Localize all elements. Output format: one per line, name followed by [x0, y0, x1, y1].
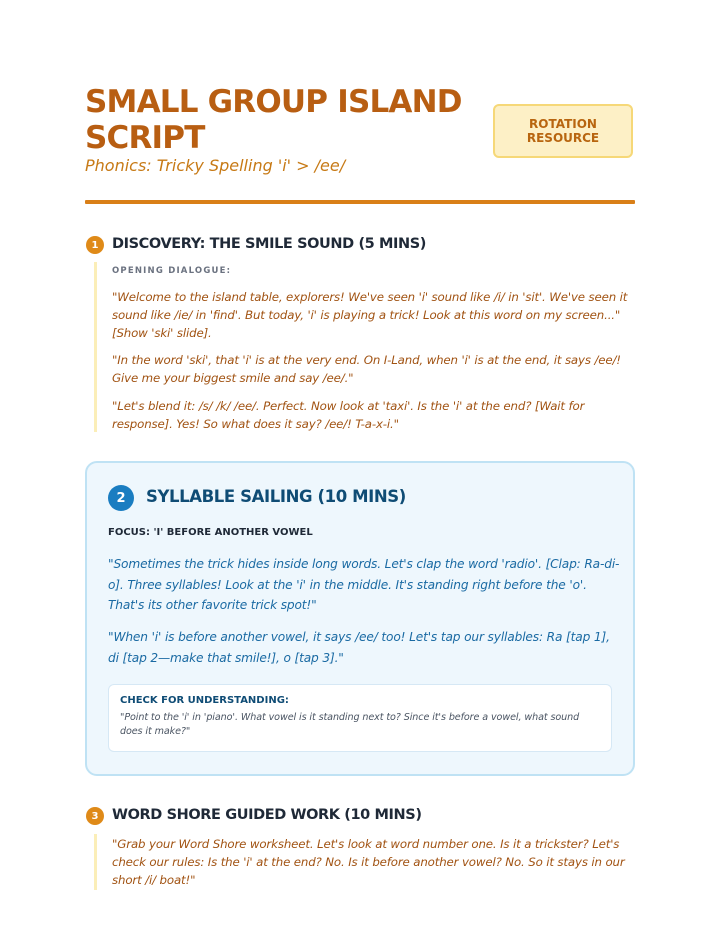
section-1-quote-2: "In the word 'ski', that 'i' is at the very end. On I-Land, when 'i' is at the end, it says /ee/! Give me your biggest smile and say /ee/." — [112, 353, 621, 385]
section-2-quote-1: "Sometimes the trick hides inside long words. Let's clap the word 'radio'. [Clap: Ra-di-o]. Three syllables! Look at the 'i' in the middle. It's standing right before the 'o'. That's its other favorite trick spot!" — [108, 557, 620, 612]
section-3-title: WORD SHORE GUIDED WORK (10 MINS) — [112, 807, 422, 823]
section-3-number-badge: 3 — [86, 807, 104, 825]
opening-dialogue-label: OPENING DIALOGUE: — [112, 266, 232, 276]
check-for-understanding-title: CHECK FOR UNDERSTANDING: — [120, 695, 289, 706]
section-3-quote: "Grab your Word Shore worksheet. Let's look at word number one. Is it a trickster? Let's check our rules: Is the 'i' at the end? No. Is it before another vowel? No. So it stays in our short /i/ boat!" — [112, 837, 625, 887]
page-title: SMALL GROUP ISLAND SCRIPT — [85, 84, 462, 156]
section-2-number-badge: 2 — [108, 485, 134, 511]
rotation-resource-badge — [493, 104, 633, 158]
section-2-focus-label: FOCUS: 'I' BEFORE ANOTHER VOWEL — [108, 527, 313, 538]
check-for-understanding-text: "Point to the 'i' in 'piano'. What vowel is it standing next to? Since it's before a vowel, what sound does it make?" — [120, 712, 580, 737]
section-1-accent-bar — [94, 262, 97, 432]
check-for-understanding-box — [108, 684, 612, 752]
section-1-quote-1: "Welcome to the island table, explorers! We've seen 'i' sound like /i/ in 'sit'. We've seen it sound like /ie/ in 'find'. But today, 'i' is playing a trick! Look at this word on my screen..." [Show 'ski' slide]. — [112, 290, 628, 340]
section-2-quote-2: "When 'i' is before another vowel, it says /ee/ too! Let's tap our syllables: Ra [tap 1], di [tap 2—make that smile!], o [tap 3]." — [108, 630, 610, 665]
section-1-quote-3: "Let's blend it: /s/ /k/ /ee/. Perfect. Now look at 'taxi'. Is the 'i' at the end? [Wait for response]. Yes! So what does it say? /ee/! T-a-x-i." — [112, 399, 585, 431]
badge-line-2: RESOURCE — [526, 131, 600, 145]
section-3-accent-bar — [94, 834, 97, 890]
page-subtitle: Phonics: Tricky Spelling 'i' > /ee/ — [85, 156, 346, 175]
section-1-number-badge: 1 — [86, 236, 104, 254]
section-1-title: DISCOVERY: THE SMILE SOUND (5 MINS) — [112, 236, 427, 252]
badge-line-1: ROTATION — [529, 117, 597, 131]
header-divider — [85, 200, 635, 204]
section-2-title: SYLLABLE SAILING (10 MINS) — [146, 487, 406, 506]
